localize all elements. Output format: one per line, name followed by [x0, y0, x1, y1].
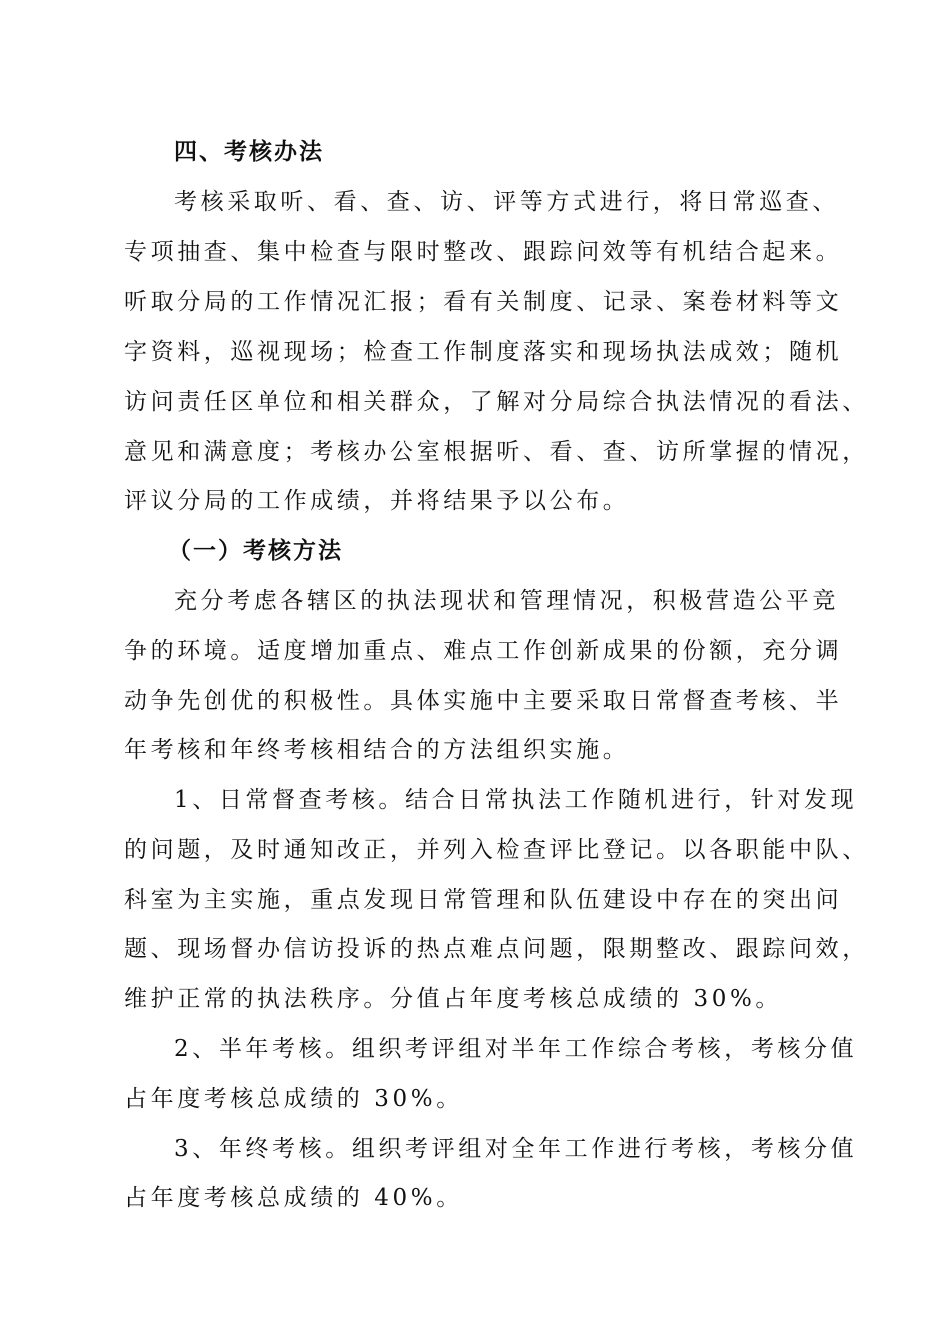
item2-line-1: 2、半年考核。组织考评组对半年工作综合考核，考核分值 — [174, 1036, 858, 1062]
item1-line-4: 题、现场督办信访投诉的热点难点问题，限期整改、跟踪问效， — [124, 936, 869, 962]
para1-line-4: 年考核和年终考核相结合的方法组织实施。 — [124, 737, 630, 763]
item1-line-3: 科室为主实施，重点发现日常管理和队伍建设中存在的突出问 — [124, 887, 843, 913]
item3-line-1: 3、年终考核。组织考评组对全年工作进行考核，考核分值 — [174, 1136, 858, 1162]
intro-line-2: 专项抽查、集中检查与限时整改、跟踪问效等有机结合起来。 — [124, 239, 843, 265]
item3-line-2: 占年度考核总成绩的 40%。 — [124, 1185, 463, 1211]
para1-line-2: 争的环境。适度增加重点、难点工作创新成果的份额，充分调 — [124, 638, 843, 664]
section-heading: 四、考核办法 — [174, 139, 324, 165]
item1-line-1: 1、日常督查考核。结合日常执法工作随机进行，针对发现 — [174, 787, 858, 813]
intro-line-4: 字资料，巡视现场；检查工作制度落实和现场执法成效；随机 — [124, 339, 843, 365]
item1-line-5: 维护正常的执法秩序。分值占年度考核总成绩的 30%。 — [124, 986, 783, 1012]
intro-line-5: 访问责任区单位和相关群众，了解对分局综合执法情况的看法、 — [124, 389, 869, 415]
intro-line-1: 考核采取听、看、查、访、评等方式进行，将日常巡查、 — [174, 189, 839, 215]
intro-line-6: 意见和满意度；考核办公室根据听、看、查、访所掌握的情况， — [124, 439, 869, 465]
intro-line-7: 评议分局的工作成绩，并将结果予以公布。 — [124, 488, 630, 514]
item1-line-2: 的问题，及时通知改正，并列入检查评比登记。以各职能中队、 — [124, 837, 869, 863]
para1-line-1: 充分考虑各辖区的执法现状和管理情况，积极营造公平竞 — [174, 588, 839, 614]
para1-line-3: 动争先创优的积极性。具体实施中主要采取日常督查考核、半 — [124, 688, 843, 714]
item2-line-2: 占年度考核总成绩的 30%。 — [124, 1086, 463, 1112]
subsection-heading: （一）考核方法 — [168, 538, 343, 564]
intro-line-3: 听取分局的工作情况汇报；看有关制度、记录、案卷材料等文 — [124, 289, 843, 315]
